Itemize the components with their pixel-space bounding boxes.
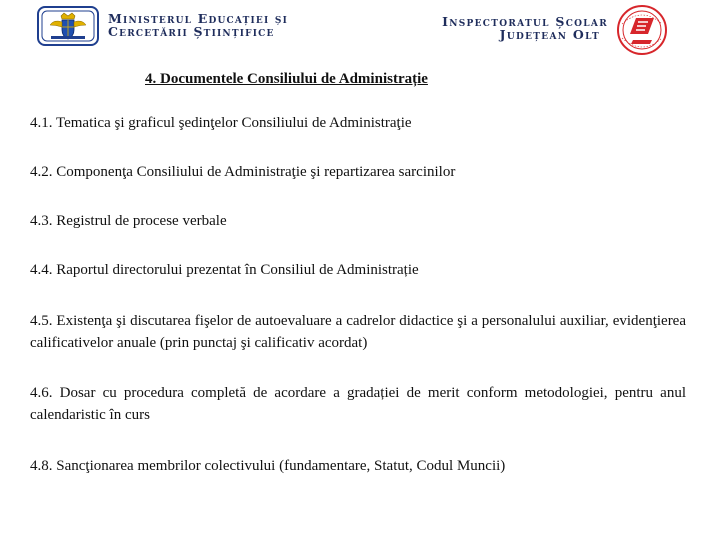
isj-logo-icon: [612, 4, 672, 56]
list-item: 4.2. Componenţa Consiliului de Administraţie şi repartizarea sarcinilor: [30, 164, 456, 180]
inspectorate-name: [442, 15, 608, 41]
ministry-name: [108, 12, 288, 38]
list-item: 4.1. Tematica şi graficul şedinţelor Consiliului de Administraţie: [30, 115, 412, 131]
list-item: 4.8. Sancţionarea membrilor colectivului (fundamentare, Statut, Codul Muncii): [30, 458, 506, 474]
inspectorate-name-line2: Județean Olt: [499, 27, 600, 42]
page-header: [0, 0, 720, 58]
ministry-name-line1: Ministerul Educației și: [108, 11, 289, 26]
ministry-name-line2: Cercetării Științifice: [108, 24, 275, 39]
page-title: 4. Documentele Consiliului de Administrație: [145, 71, 428, 87]
list-item: 4.5. Existenţa şi discutarea fişelor de autoevaluare a cadrelor didactice şi a personalului auxiliar, evidenţierea calificativelor anuale (prin punctaj şi calificativ acordat): [30, 313, 686, 351]
list-item: 4.6. Dosar cu procedura completă de acordare a gradației de merit conform metodologiei, pentru anul calendaristic în curs: [30, 385, 686, 423]
inspectorate-name-line1: Inspectoratul Școlar: [442, 14, 608, 29]
list-item: 4.3. Registrul de procese verbale: [30, 213, 227, 229]
ministry-logo-icon: [37, 6, 99, 46]
list-item: 4.4. Raportul directorului prezentat în Consiliul de Administrație: [30, 262, 419, 278]
